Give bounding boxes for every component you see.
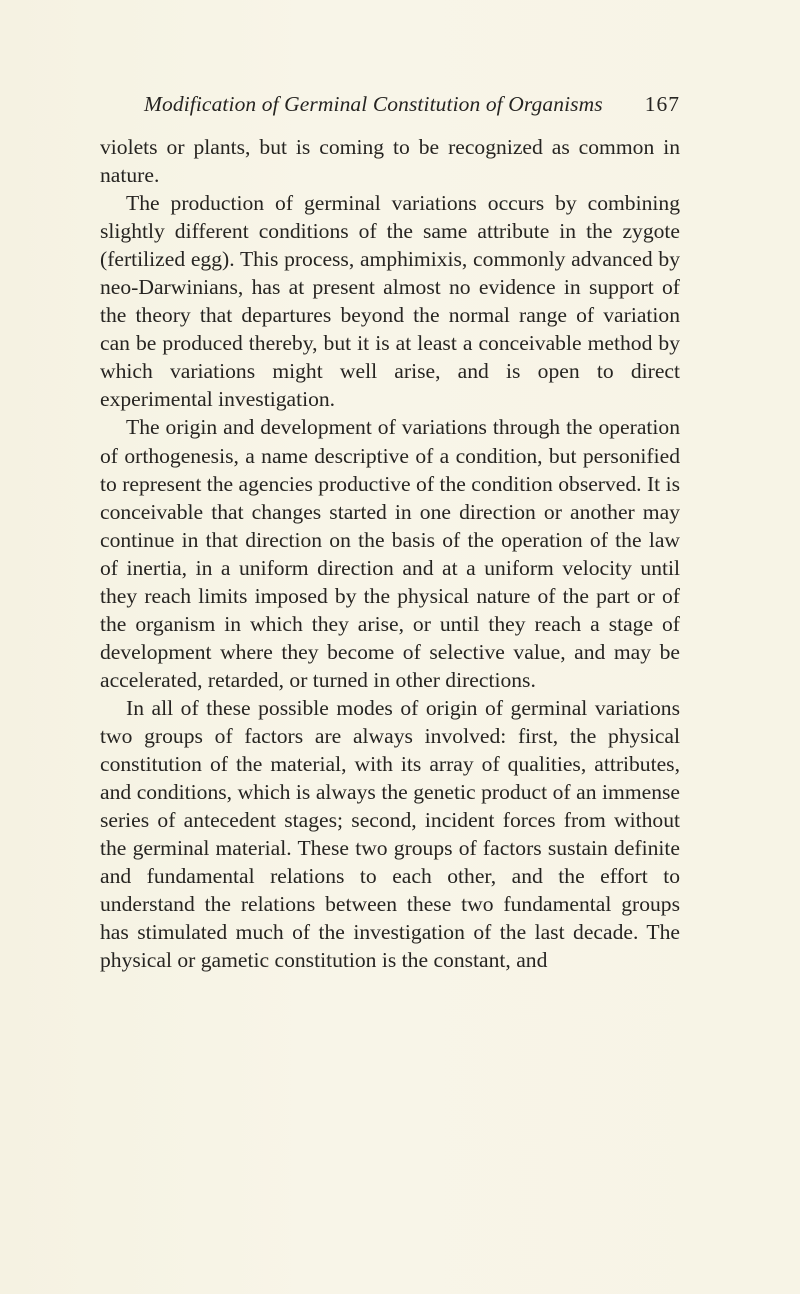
page-number: 167 [644, 92, 680, 116]
body-text [100, 133, 680, 974]
running-head-title: Modification of Germinal Constitution of Organisms [144, 92, 603, 116]
paragraph-amphimixis: The production of germinal variations occurs by combining slightly different conditions of the same attribute in the zygote (fertilized egg). This process, amphimixis, commonly advanced by neo-Darwinians, has at present almost no evidence in support of the theory that departures beyond the normal range of variation can be produced thereby, but it is at least a conceivable method by which variations might well arise, and is open to direct experimental investigation. [100, 191, 680, 412]
running-head [144, 87, 680, 121]
paragraph-factors: In all of these possible modes of origin of germinal variations two groups of factors are always involved: first, the physical constitution of the material, with its array of qualities, attributes, and conditions, which is always the genetic product of an immense series of antecedent stages; second, incident forces from without the germinal material. These two groups of factors sustain definite and fundamental relations to each other, and the effort to understand the relations between these two fundamental groups has stimulated much of the investigation of the last decade. The physical or gametic constitution is the constant, and [100, 695, 680, 973]
paragraph-continued: violets or plants, but is coming to be recognized as common in nature. [100, 135, 680, 188]
paragraph-orthogenesis: The origin and development of variations through the operation of orthogenesis, a name descriptive of a condition, but personified to represent the agencies productive of the condition observed. It is conceivable that changes started in one direction or another may continue in that direction on the basis of the operation of the law of inertia, in a uniform direction and at a uniform velocity until they reach limits imposed by the physical nature of the part or of the organism in which they arise, or until they reach a stage of development where they become of selective value, and may be accelerated, retarded, or turned in other directions. [100, 415, 680, 692]
